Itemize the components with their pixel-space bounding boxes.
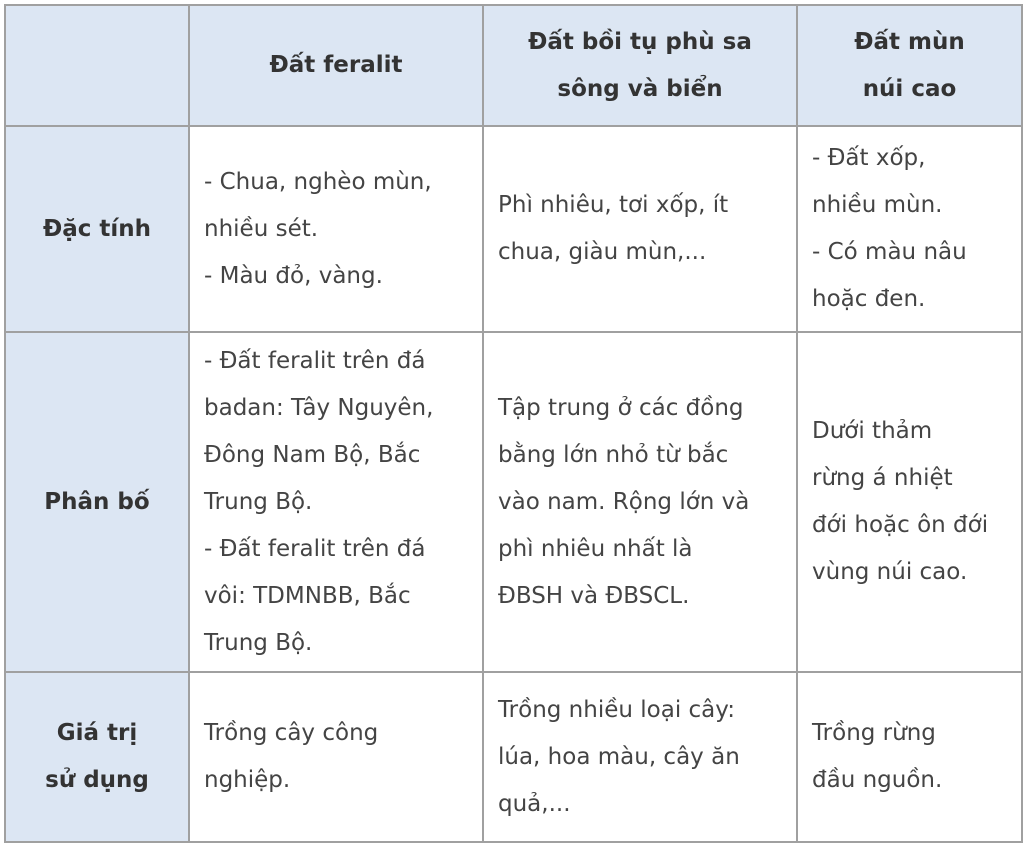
cell-line: Trồng rừng xyxy=(812,720,936,746)
cell-line: badan: Tây Nguyên, xyxy=(204,394,434,421)
cell-line: đới hoặc ôn đới xyxy=(812,512,989,538)
cell-line: - Đất feralit trên đá xyxy=(204,347,426,374)
header-feralit: Đất feralit xyxy=(189,5,483,126)
cell-line: Phì nhiêu, tơi xốp, ít xyxy=(498,192,729,218)
cell-line: - Đất xốp, xyxy=(812,145,926,171)
header-mun-line: Đất mùn xyxy=(854,28,965,55)
header-mun-line: núi cao xyxy=(862,75,957,102)
cell-line: phì nhiêu nhất là xyxy=(498,535,693,562)
cell-line: chua, giàu mùn,... xyxy=(498,239,707,265)
cell-mun xyxy=(797,126,1022,332)
cell-line: Tập trung ở các đồng xyxy=(498,394,744,421)
cell-phusa xyxy=(483,126,797,332)
cell-line: nhiều sét. xyxy=(204,215,319,242)
cell-line: lúa, hoa màu, cây ăn xyxy=(498,743,740,770)
table-row-dac-tinh xyxy=(5,126,1022,332)
cell-line: hoặc đen. xyxy=(812,286,926,312)
cell-feralit xyxy=(189,126,483,332)
cell-line: ĐBSH và ĐBSCL. xyxy=(498,582,690,609)
row-label-cell xyxy=(5,126,189,332)
cell-line: - Đất feralit trên đá xyxy=(204,535,426,562)
cell-mun xyxy=(797,672,1022,842)
cell-line: Dưới thảm xyxy=(812,418,933,444)
row-label-line: Phân bố xyxy=(44,488,150,515)
cell-feralit xyxy=(189,672,483,842)
cell-feralit xyxy=(189,332,483,672)
table-row-phan-bo xyxy=(5,332,1022,672)
cell-line: rừng á nhiệt xyxy=(812,465,953,491)
header-phusa xyxy=(483,5,797,126)
cell-line: Trồng nhiều loại cây: xyxy=(498,696,735,723)
table-row-gia-tri-su-dung xyxy=(5,672,1022,842)
cell-line: Trung Bộ. xyxy=(204,629,313,656)
cell-mun xyxy=(797,332,1022,672)
cell-line: Đông Nam Bộ, Bắc xyxy=(204,441,421,468)
cell-line: Trung Bộ. xyxy=(204,488,313,515)
row-label-line: Giá trị xyxy=(56,720,138,746)
row-label-cell xyxy=(5,672,189,842)
cell-line: vôi: TDMNBB, Bắc xyxy=(204,582,411,609)
cell-line: Trồng cây công xyxy=(204,720,379,746)
cell-phusa xyxy=(483,332,797,672)
cell-line: vào nam. Rộng lớn và xyxy=(498,488,750,515)
soil-comparison-table-wrapper xyxy=(4,4,1021,841)
header-phusa-line: Đất bồi tụ phù sa xyxy=(528,28,752,55)
row-label-line: Đặc tính xyxy=(42,215,152,242)
soil-comparison-table xyxy=(4,4,1023,843)
row-label-line: sử dụng xyxy=(45,767,149,793)
header-mun xyxy=(797,5,1022,126)
row-label-cell xyxy=(5,332,189,672)
header-corner-cell xyxy=(5,5,189,126)
cell-line: bằng lớn nhỏ từ bắc xyxy=(498,441,729,468)
cell-line: đầu nguồn. xyxy=(812,767,943,793)
cell-line: - Màu đỏ, vàng. xyxy=(204,262,383,289)
table-header-row xyxy=(5,5,1022,126)
cell-line: nhiều mùn. xyxy=(812,192,943,218)
cell-line: quả,... xyxy=(498,790,571,817)
cell-line: - Chua, nghèo mùn, xyxy=(204,168,432,195)
cell-phusa xyxy=(483,672,797,842)
cell-line: - Có màu nâu xyxy=(812,239,967,265)
header-phusa-line: sông và biển xyxy=(557,75,723,102)
cell-line: vùng núi cao. xyxy=(812,559,968,585)
cell-line: nghiệp. xyxy=(204,767,291,793)
